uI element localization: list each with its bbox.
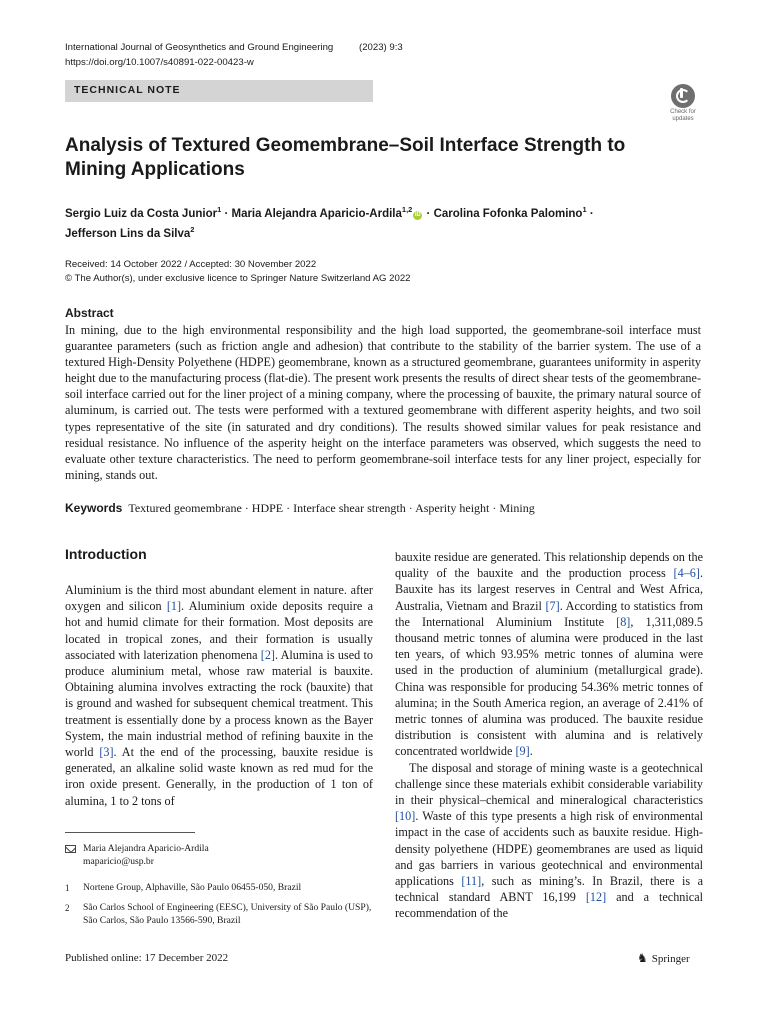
corresponding-author-note: [65, 843, 375, 868]
check-updates-label: Check for updates: [670, 109, 696, 122]
footnote-divider: [65, 832, 195, 833]
abstract-text: In mining, due to the high environmental responsibility and the high load supported, the geomembrane-soil interface must guarantee parameters (such as friction angle and adhesion) that contribute to the stability of the barrier system. The use of a textured High-Density Polyethene (HDPE) geomembrane, known as a structured geomembrane, guarantees uniformity in asperity height due to the manufacturing process (flat-die). The present work presents the results of direct shear tests of the geomembrane-soil interface carried out for the liner project of a mining company, where the processing of bauxite, the primary natural source of aluminum, is carried out. The tests were performed with a textured geomembrane with different asperity heights, and two soil types representative of the site (in saturated and dry conditions). The results showed similar values for peak resistance and residual resistance. No influence of the asperity height on the interface parameters was observed, which suggests the need to evaluate other texture characteristics. The need to perform geomembrane-soil interface tests for any liner project, especially for mining, stands out.: [65, 323, 701, 482]
keywords: [65, 500, 701, 516]
check-for-updates-button[interactable]: [664, 84, 702, 124]
paragraph: The disposal and storage of mining waste is a geotechnical challenge since these materials exhibit considerable variability in their physical–chemical and mineralogical characteristics [10]. Waste of this type presents a high risk of environmental impact in the case of accidents such as bauxite residue. High-density polyethene (HDPE) geomembranes are used as liquid and gas barriers in various geotechnical and environmental applications [11], such as mining’s. In Brazil, there is a technical standard ABNT 16,199 [12] and a technical recommendation of the: [395, 760, 704, 921]
affiliation-text: São Carlos School of Engineering (EESC), University of São Paulo (USP), São Carlos, São Paulo 13566-590, Brazil: [83, 902, 372, 926]
doi-link[interactable]: https://doi.org/10.1007/s40891-022-00423-w: [65, 57, 254, 68]
author-name[interactable]: Maria Alejandra Aparicio-Ardila: [231, 207, 402, 220]
article-title: Analysis of Textured Geomembrane–Soil Interface Strength to Mining Applications: [65, 135, 626, 180]
citation-link[interactable]: [3]: [99, 745, 114, 760]
springer-horse-icon: ♞: [637, 951, 648, 965]
journal-name: International Journal of Geosynthetics and Ground Engineering: [65, 42, 334, 53]
citation-link[interactable]: [4–6]: [673, 566, 700, 581]
journal-issue: (2023) 9:3: [359, 42, 403, 53]
article-type-banner: [65, 80, 373, 102]
author-name[interactable]: Carolina Fofonka Palomino: [433, 207, 583, 220]
citation-link[interactable]: [12]: [585, 890, 607, 905]
corresponding-author-email[interactable]: maparicio@usp.br: [83, 855, 154, 867]
published-online-date: Published online: 17 December 2022: [65, 952, 229, 964]
affiliation-note-1: [65, 882, 375, 895]
author-name[interactable]: Sergio Luiz da Costa Junior: [65, 207, 218, 220]
affiliation-mark: 2: [190, 224, 195, 234]
paragraph: Aluminium is the third most abundant element in nature. after oxygen and silicon [1]. Aluminium oxide deposits require a hot and humid climate for their formation. Most deposits are located in tropical zones, and their formation is usually associated with laterization phenomena [2]. Alumina is used to produce aluminium metal, whose raw material is bauxite. Obtaining alumina involves extracting the rock (bauxite) that is ground and washed for subsequent chemical treatment. This treatment is essentially done by a process known as the Bayer System, the main industrial method of refining bauxite in the world [3]. At the end of the processing, bauxite residue is generated, an alkaline solid waste known as red mud for the iron oxide present. Generally, in the production of 1 ton of alumina, 1 to 2 tons of: [65, 583, 373, 808]
affiliation-mark: 1,2: [401, 205, 413, 214]
citation-link[interactable]: [11]: [461, 874, 482, 889]
citation-link[interactable]: [9]: [515, 744, 530, 759]
received-accepted-dates: Received: 14 October 2022 / Accepted: 30 November 2022: [65, 259, 317, 270]
article-type-label: TECHNICAL NOTE: [74, 84, 181, 96]
check-updates-icon: [671, 84, 695, 108]
citation-link[interactable]: [8]: [616, 614, 631, 629]
article-dates: [65, 258, 411, 286]
citation-link[interactable]: [2]: [260, 647, 275, 662]
body-column-right: [395, 549, 703, 922]
publisher-logo: [637, 951, 690, 966]
citation-link[interactable]: [7]: [545, 598, 560, 613]
journal-header: [65, 40, 403, 70]
corresponding-author-name: Maria Alejandra Aparicio-Ardila: [83, 843, 209, 854]
affiliation-number: 1: [65, 883, 70, 893]
orcid-icon[interactable]: iD: [414, 211, 421, 218]
publisher-name: Springer: [651, 953, 690, 965]
affiliation-number: 2: [65, 903, 70, 913]
copyright-notice: © The Author(s), under exclusive licence to Springer Nature Switzerland AG 2022: [65, 273, 411, 284]
section-heading-introduction: Introduction: [65, 546, 147, 562]
body-column-left: [65, 582, 373, 809]
citation-link[interactable]: [10]: [395, 809, 416, 824]
keywords-heading: Keywords: [65, 501, 123, 515]
author-list: Sergio Luiz da Costa Junior$^1$ · Maria Alejandra Aparicio-Ardila$^{1,2}$iD · Carolina Fofonka Palomino$^1$ · Jefferson Lins da Silva$^2$: [65, 205, 594, 240]
citation-link[interactable]: [1]: [166, 599, 182, 614]
paragraph: bauxite residue are generated. This relationship depends on the quality of the bauxite and the production process [4–6]. Bauxite has its largest reserves in Central and West Africa, Australia, Vietnam and Brazil [7]. According to statistics from the International Aluminium Institute [8], 1,311,089.5 thousand metric tonnes of alumina were produced in the last ten years, of which 93.95% metric tonnes of alumina were used in the production of aluminium (metallurgical grade). China was responsible for producing 54.36% metric tonnes of alumina; in the South America region, an average of 2.41% of metric tonnes of alumina was produced. The bauxite residue distribution is consistent with alumina and is relatively concentrated worldwide [9].: [395, 550, 704, 759]
affiliation-text: Nortene Group, Alphaville, São Paulo 06455-050, Brazil: [83, 882, 302, 893]
affiliation-note-2: [65, 902, 375, 927]
author-name[interactable]: Jefferson Lins da Silva: [65, 227, 191, 240]
affiliation-mark: 1: [582, 205, 587, 214]
affiliation-mark: 1: [217, 205, 222, 214]
keywords-list: Textured geomembrane · HDPE · Interface shear strength · Asperity height · Mining: [128, 501, 535, 515]
abstract-heading: Abstract: [65, 306, 114, 320]
envelope-icon: [65, 845, 76, 853]
